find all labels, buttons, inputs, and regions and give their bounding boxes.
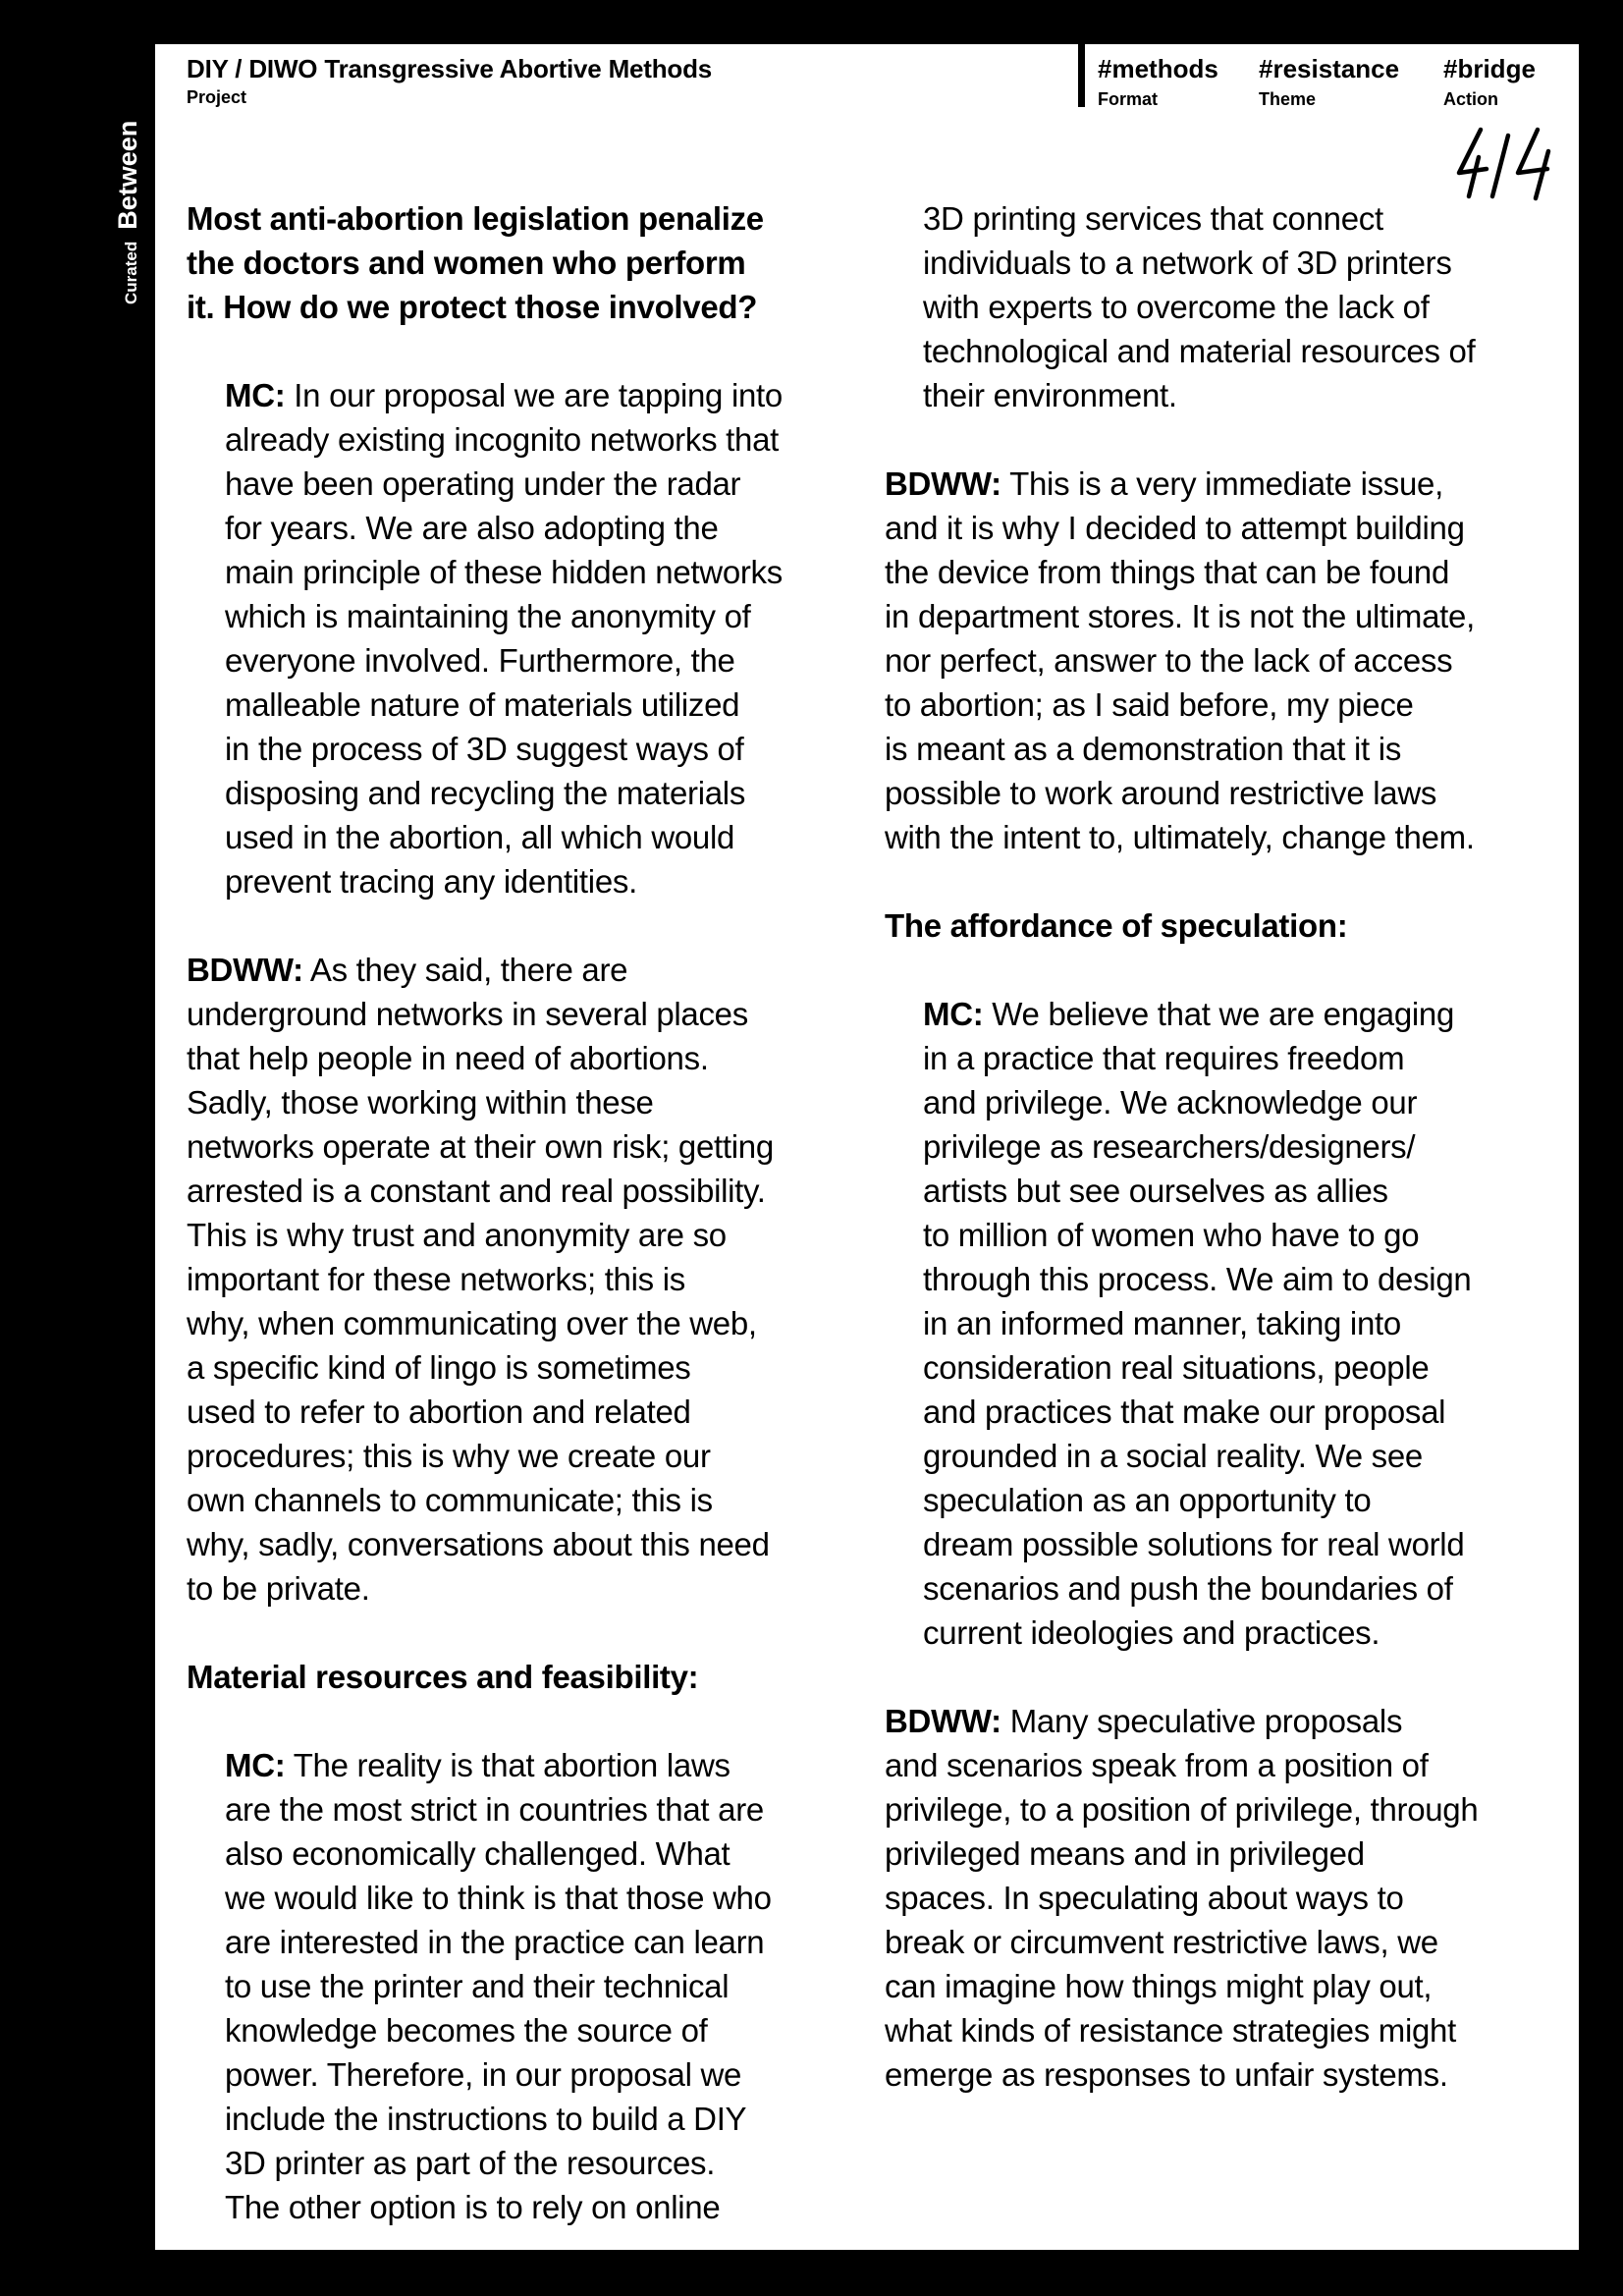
answer-mc-resources <box>187 1743 854 2229</box>
text-line: underground networks in several places <box>187 996 748 1032</box>
text-line: possible to work around restrictive laws <box>885 775 1437 811</box>
answer-bdww-immediate <box>885 462 1572 859</box>
section-heading-speculation: The affordance of speculation: <box>885 907 1348 944</box>
text-line: is meant as a demonstration that it is <box>885 731 1402 767</box>
tag-format <box>1098 54 1218 110</box>
speaker-label: BDWW: <box>885 465 1001 502</box>
text-line: This is a very immediate issue, <box>1001 465 1443 502</box>
speaker-label: MC: <box>225 377 286 413</box>
between-text: Between <box>113 120 142 230</box>
speaker-label: BDWW: <box>885 1703 1001 1739</box>
text-line: speculation as an opportunity to <box>923 1482 1372 1518</box>
project-title: DIY / DIWO Transgressive Abortive Methods <box>187 54 713 83</box>
text-line: privilege as researchers/designers/ <box>923 1128 1416 1165</box>
text-line: procedures; this is why we create our <box>187 1438 711 1474</box>
text-line: own channels to communicate; this is <box>187 1482 713 1518</box>
left-column <box>187 196 854 2229</box>
text-line: prevent tracing any identities. <box>225 863 637 900</box>
project-label: Project <box>187 87 247 107</box>
text-line: and privilege. We acknowledge our <box>923 1084 1418 1121</box>
text-line: 3D printing services that connect <box>923 200 1383 237</box>
text-line: power. Therefore, in our proposal we <box>225 2056 742 2093</box>
tag-theme-value: #resistance <box>1259 54 1400 83</box>
answer-mc-resources-continued <box>885 196 1572 417</box>
speaker-label: MC: <box>923 996 984 1032</box>
text-line: important for these networks; this is <box>187 1261 685 1297</box>
answer-mc-networks <box>187 373 854 903</box>
text-line: scenarios and push the boundaries of <box>923 1570 1453 1607</box>
text-line: technological and material resources of <box>923 333 1476 369</box>
text-line: in department stores. It is not the ultimate, <box>885 598 1475 634</box>
text-line: Sadly, those working within these <box>187 1084 654 1121</box>
tag-action-label: Action <box>1443 89 1498 109</box>
text-line: why, sadly, conversations about this need <box>187 1526 770 1562</box>
text-line: why, when communicating over the web, <box>187 1305 757 1341</box>
text-line: As they said, there are <box>302 952 628 988</box>
text-line: This is why trust and anonymity are so <box>187 1217 727 1253</box>
text-line: nor perfect, answer to the lack of access <box>885 642 1453 679</box>
text-line: main principle of these hidden networks <box>225 554 783 590</box>
handwritten-page-indicator <box>1451 124 1559 202</box>
text-line: everyone involved. Furthermore, the <box>225 642 735 679</box>
text-line: and practices that make our proposal <box>923 1394 1446 1430</box>
header-divider <box>1078 44 1085 107</box>
text-line: with the intent to, ultimately, change them. <box>885 819 1475 855</box>
text-line: used in the abortion, all which would <box>225 819 735 855</box>
text-line: disposing and recycling the materials <box>225 775 746 811</box>
text-line: that help people in need of abortions. <box>187 1040 709 1076</box>
tag-format-label: Format <box>1098 89 1159 109</box>
curated-between-label <box>113 121 143 304</box>
text-line: can imagine how things might play out, <box>885 1968 1433 2004</box>
text-line: it. How do we protect those involved? <box>187 289 758 325</box>
text-line: in an informed manner, taking into <box>923 1305 1401 1341</box>
section-heading-material: Material resources and feasibility: <box>187 1659 699 1695</box>
answer-mc-speculation <box>885 992 1572 1655</box>
text-line: the doctors and women who perform <box>187 245 746 281</box>
text-line: networks operate at their own risk; getting <box>187 1128 774 1165</box>
text-line: malleable nature of materials utilized <box>225 686 740 723</box>
text-line: privileged means and in privileged <box>885 1835 1365 1872</box>
text-line: also economically challenged. What <box>225 1835 730 1872</box>
text-line: what kinds of resistance strategies might <box>885 2012 1456 2049</box>
text-line: are interested in the practice can learn <box>225 1924 765 1960</box>
text-line: In our proposal we are tapping into <box>285 377 783 413</box>
text-line: to million of women who have to go <box>923 1217 1420 1253</box>
text-line: and it is why I decided to attempt building <box>885 510 1465 546</box>
text-line: include the instructions to build a DIY <box>225 2101 747 2137</box>
text-line: and scenarios speak from a position of <box>885 1747 1429 1783</box>
text-line: privilege, to a position of privilege, through <box>885 1791 1479 1828</box>
text-line: already existing incognito networks that <box>225 421 779 458</box>
text-line: artists but see ourselves as allies <box>923 1173 1388 1209</box>
text-line: individuals to a network of 3D printers <box>923 245 1452 281</box>
answer-bdww-networks <box>187 948 854 1611</box>
text-line: knowledge becomes the source of <box>225 2012 708 2049</box>
text-line: to be private. <box>187 1570 370 1607</box>
text-line: for years. We are also adopting the <box>225 510 719 546</box>
right-column <box>885 196 1572 2097</box>
text-line: consideration real situations, people <box>923 1349 1430 1386</box>
text-line: through this process. We aim to design <box>923 1261 1472 1297</box>
text-line: break or circumvent restrictive laws, we <box>885 1924 1438 1960</box>
text-line: used to refer to abortion and related <box>187 1394 691 1430</box>
text-line: the device from things that can be found <box>885 554 1450 590</box>
text-line: 3D printer as part of the resources. <box>225 2145 716 2181</box>
speaker-label: MC: <box>225 1747 286 1783</box>
text-line: to abortion; as I said before, my piece <box>885 686 1414 723</box>
text-line: have been operating under the radar <box>225 465 741 502</box>
text-line: current ideologies and practices. <box>923 1614 1380 1651</box>
text-line: dream possible solutions for real world <box>923 1526 1465 1562</box>
text-line: spaces. In speculating about ways to <box>885 1880 1404 1916</box>
curated-text: Curated <box>122 241 140 304</box>
text-line: with experts to overcome the lack of <box>923 289 1430 325</box>
text-line: in a practice that requires freedom <box>923 1040 1405 1076</box>
text-line: Many speculative proposals <box>1001 1703 1403 1739</box>
speaker-label: BDWW: <box>187 952 303 988</box>
text-line: are the most strict in countries that are <box>225 1791 764 1828</box>
text-line: We believe that we are engaging <box>983 996 1455 1032</box>
tag-action-value: #bridge <box>1443 54 1536 83</box>
text-line: which is maintaining the anonymity of <box>225 598 751 634</box>
answer-bdww-speculation <box>885 1699 1572 2097</box>
text-line: The other option is to rely on online <box>225 2189 721 2225</box>
tag-action <box>1443 54 1536 110</box>
text-line: a specific kind of lingo is sometimes <box>187 1349 691 1386</box>
tag-format-value: #methods <box>1098 54 1218 83</box>
tag-theme <box>1259 54 1399 110</box>
question-heading <box>187 196 854 329</box>
text-line: arrested is a constant and real possibility. <box>187 1173 766 1209</box>
text-line: The reality is that abortion laws <box>285 1747 730 1783</box>
text-line: in the process of 3D suggest ways of <box>225 731 744 767</box>
text-line: grounded in a social reality. We see <box>923 1438 1423 1474</box>
text-line: to use the printer and their technical <box>225 1968 730 2004</box>
text-line: we would like to think is that those who <box>225 1880 772 1916</box>
text-line: Most anti-abortion legislation penalize <box>187 200 764 237</box>
text-line: emerge as responses to unfair systems. <box>885 2056 1448 2093</box>
tag-theme-label: Theme <box>1259 89 1317 109</box>
text-line: their environment. <box>923 377 1177 413</box>
